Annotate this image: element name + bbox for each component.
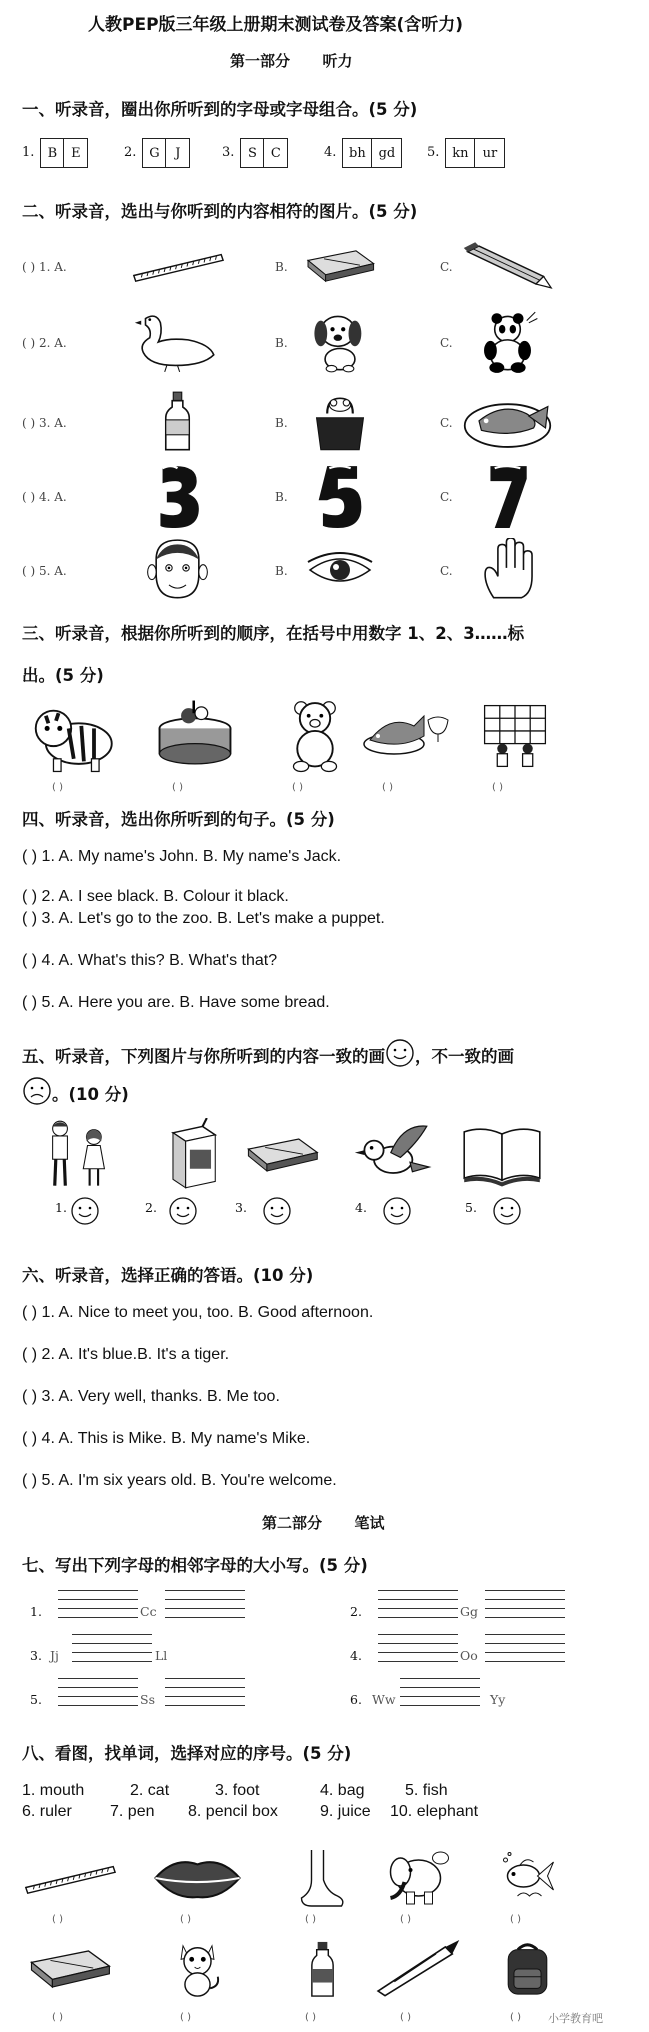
juice-box-icon xyxy=(150,1118,234,1192)
word-choice: 8. pencil box xyxy=(188,1803,278,1820)
letter-box[interactable]: kn xyxy=(445,138,475,168)
writing-line[interactable] xyxy=(485,1590,565,1591)
answer-paren[interactable]: ( ) xyxy=(400,1914,411,1925)
letter-box[interactable]: J xyxy=(166,138,190,168)
sentence-option: ( ) 2. A. I see black. B. Colour it black. xyxy=(22,888,289,905)
letter-pair xyxy=(427,138,505,168)
smile-face-icon xyxy=(385,1038,415,1068)
letter-box[interactable]: B xyxy=(40,138,64,168)
item-number: 1. xyxy=(22,145,35,160)
writing-line[interactable] xyxy=(485,1599,565,1600)
writing-line[interactable] xyxy=(485,1661,565,1662)
item-number: 4. xyxy=(324,145,337,160)
answer-option: ( ) 2. A. It's blue.B. It's a tiger. xyxy=(22,1346,230,1363)
fish-icon xyxy=(460,390,555,454)
option-c-label: C. xyxy=(440,416,453,430)
part-two-title xyxy=(262,1512,385,1533)
writing-line[interactable] xyxy=(485,1617,565,1618)
question-label: ( ) 1. A. xyxy=(22,260,67,274)
answer-paren[interactable]: ( ) xyxy=(382,782,393,793)
option-c-label: C. xyxy=(440,260,453,274)
item-number: 5. xyxy=(465,1200,477,1215)
section-five-heading-b: ，不一致的画 xyxy=(415,1047,514,1066)
writing-line[interactable] xyxy=(165,1687,245,1688)
option-b-label: B. xyxy=(275,260,288,274)
answer-option: ( ) 1. A. Nice to meet you, too. B. Good afternoon. xyxy=(22,1304,374,1321)
word-choice: 6. ruler xyxy=(22,1803,72,1820)
writing-line[interactable] xyxy=(72,1652,152,1653)
writing-line[interactable] xyxy=(378,1634,458,1635)
given-letters: Cc xyxy=(140,1604,157,1619)
section-four-heading: 四、听录音，选出你所听到的句子。(5 分) xyxy=(22,810,335,829)
pen-icon xyxy=(370,1940,465,1998)
option-b-label: B. xyxy=(275,416,288,430)
writing-line[interactable] xyxy=(378,1608,458,1609)
word-choice: 4. bag xyxy=(320,1782,365,1799)
ruler-icon xyxy=(22,1848,117,1908)
writing-line[interactable] xyxy=(72,1634,152,1635)
watermark-text: 小学教育吧 xyxy=(548,2012,603,2025)
writing-line[interactable] xyxy=(58,1678,138,1679)
sad-face-icon xyxy=(22,1076,52,1106)
smile-face-icon[interactable] xyxy=(492,1196,522,1226)
writing-line[interactable] xyxy=(165,1705,245,1706)
item-number: 3. xyxy=(222,145,235,160)
option-c-label: C. xyxy=(440,564,453,578)
writing-line[interactable] xyxy=(400,1687,480,1688)
sentence-option: ( ) 4. A. What's this? B. What's that? xyxy=(22,952,278,969)
letter-box[interactable]: C xyxy=(264,138,288,168)
writing-line[interactable] xyxy=(485,1634,565,1635)
writing-line[interactable] xyxy=(400,1696,480,1697)
letter-box[interactable]: ur xyxy=(475,138,505,168)
section-three-heading-line1: 三、听录音，根据你所听到的顺序，在括号中用数字 1、2、3……标 xyxy=(22,624,525,643)
section-five-heading-c: 。(10 分) xyxy=(52,1085,129,1104)
teddy-bear-icon xyxy=(270,698,360,774)
backpack-icon xyxy=(480,1940,575,1998)
sentence-option: ( ) 3. A. Let's go to the zoo. B. Let's make a puppet. xyxy=(22,910,385,927)
cake-icon xyxy=(150,698,240,774)
letter-box[interactable]: G xyxy=(142,138,166,168)
section-seven-heading: 七、写出下列字母的相邻字母的大小写。(5 分) xyxy=(22,1556,368,1575)
answer-paren[interactable]: ( ) xyxy=(510,2012,521,2023)
dog-icon xyxy=(300,310,380,374)
section-five-heading xyxy=(22,1038,514,1068)
writing-line[interactable] xyxy=(378,1599,458,1600)
question-label: ( ) 5. A. xyxy=(22,564,67,578)
writing-line[interactable] xyxy=(165,1608,245,1609)
fish-plate-icon xyxy=(360,698,450,774)
pencil-box-icon xyxy=(240,1118,324,1192)
answer-paren[interactable]: ( ) xyxy=(305,1914,316,1925)
bird-icon xyxy=(350,1118,434,1192)
answer-paren[interactable]: ( ) xyxy=(400,2012,411,2023)
page-title: 人教PEP版三年级上册期末测试卷及答案(含听力) xyxy=(88,15,464,35)
pencil-box-icon xyxy=(22,1940,117,1998)
word-choice: 3. foot xyxy=(215,1782,260,1799)
number-three-icon xyxy=(130,464,225,528)
item-number: 6. xyxy=(350,1692,362,1707)
writing-line[interactable] xyxy=(58,1687,138,1688)
question-label: ( ) 3. A. xyxy=(22,416,67,430)
writing-line[interactable] xyxy=(378,1590,458,1591)
word-choice: 7. pen xyxy=(110,1803,155,1820)
item-number: 2. xyxy=(145,1200,157,1215)
writing-line[interactable] xyxy=(58,1608,138,1609)
given-letters: Yy xyxy=(490,1692,506,1707)
writing-line[interactable] xyxy=(378,1643,458,1644)
letter-box[interactable]: gd xyxy=(372,138,402,168)
part-two-label: 第二部分 xyxy=(262,1514,323,1532)
answer-paren[interactable]: ( ) xyxy=(510,1914,521,1925)
option-b-label: B. xyxy=(275,490,288,504)
question-label: ( ) 2. A. xyxy=(22,336,67,350)
word-choice: 2. cat xyxy=(130,1782,170,1799)
eye-icon xyxy=(300,538,380,602)
answer-paren[interactable]: ( ) xyxy=(180,2012,191,2023)
item-number: 2. xyxy=(350,1604,362,1619)
given-letters: Ww xyxy=(372,1692,396,1707)
cat-icon xyxy=(150,1940,245,1998)
tiger-icon xyxy=(30,698,120,774)
part-one-name: 听力 xyxy=(322,52,353,70)
juice-bottle-icon xyxy=(275,1940,370,1998)
sentence-option: ( ) 1. A. My name's John. B. My name's Jack. xyxy=(22,848,342,865)
item-number: 3. xyxy=(30,1648,42,1663)
answer-paren[interactable]: ( ) xyxy=(52,2012,63,2023)
option-c-label: C. xyxy=(440,336,453,350)
item-number: 1. xyxy=(55,1200,67,1215)
bag-icon xyxy=(300,390,380,454)
foot-icon xyxy=(275,1848,370,1908)
writing-line[interactable] xyxy=(485,1608,565,1609)
word-choice: 9. juice xyxy=(320,1803,371,1820)
pencil-icon xyxy=(460,234,555,298)
word-choice: 5. fish xyxy=(405,1782,448,1799)
letter-box[interactable]: bh xyxy=(342,138,372,168)
children-icon xyxy=(470,698,560,774)
item-number: 3. xyxy=(235,1200,247,1215)
writing-line[interactable] xyxy=(400,1678,480,1679)
bottle-icon xyxy=(130,390,225,454)
word-choice: 10. elephant xyxy=(390,1803,479,1820)
question-label: ( ) 4. A. xyxy=(22,490,67,504)
number-seven-icon xyxy=(460,464,555,528)
section-five-heading-a: 五、听录音，下列图片与你所听到的内容一致的画 xyxy=(22,1047,385,1066)
goose-icon xyxy=(130,310,225,374)
section-one-heading: 一、听录音，圈出你所听到的字母或字母组合。(5 分) xyxy=(22,100,418,119)
writing-line[interactable] xyxy=(58,1696,138,1697)
item-number: 2. xyxy=(124,145,137,160)
writing-line[interactable] xyxy=(165,1599,245,1600)
part-one-label: 第一部分 xyxy=(230,52,291,70)
item-number: 1. xyxy=(30,1604,42,1619)
smile-face-icon[interactable] xyxy=(262,1196,292,1226)
letter-pair xyxy=(222,138,288,168)
writing-line[interactable] xyxy=(58,1617,138,1618)
section-one-letters xyxy=(22,138,622,172)
answer-option: ( ) 5. A. I'm six years old. B. You're welcome. xyxy=(22,1472,337,1489)
word-choice: 1. mouth xyxy=(22,1782,85,1799)
mouth-icon xyxy=(150,1848,245,1908)
option-b-label: B. xyxy=(275,564,288,578)
option-c-label: C. xyxy=(440,490,453,504)
section-eight-heading: 八、看图，找单词，选择对应的序号。(5 分) xyxy=(22,1744,352,1763)
sentence-option: ( ) 5. A. Here you are. B. Have some bread. xyxy=(22,994,330,1011)
given-letters: Oo xyxy=(460,1648,478,1663)
answer-paren[interactable]: ( ) xyxy=(52,1914,63,1925)
section-two-heading: 二、听录音，选出与你听到的内容相符的图片。(5 分) xyxy=(22,202,418,221)
smile-face-icon[interactable] xyxy=(70,1196,100,1226)
letter-pair xyxy=(22,138,88,168)
writing-line[interactable] xyxy=(378,1652,458,1653)
answer-paren[interactable]: ( ) xyxy=(305,2012,316,2023)
goldfish-icon xyxy=(480,1848,575,1908)
letter-box[interactable]: E xyxy=(64,138,88,168)
smile-face-icon[interactable] xyxy=(382,1196,412,1226)
section-six-heading: 六、听录音，选择正确的答语。(10 分) xyxy=(22,1266,314,1285)
writing-line[interactable] xyxy=(58,1705,138,1706)
writing-line[interactable] xyxy=(378,1661,458,1662)
writing-line[interactable] xyxy=(165,1696,245,1697)
writing-line[interactable] xyxy=(58,1599,138,1600)
part-one-title xyxy=(230,50,353,71)
answer-paren[interactable]: ( ) xyxy=(292,782,303,793)
given-letters: Ss xyxy=(140,1692,155,1707)
section-five-heading-line2 xyxy=(22,1076,129,1106)
letter-pair xyxy=(124,138,190,168)
answer-paren[interactable]: ( ) xyxy=(180,1914,191,1925)
item-number: 5. xyxy=(30,1692,42,1707)
pencil-box-icon xyxy=(300,234,380,298)
hand-icon xyxy=(460,538,555,602)
letter-pair xyxy=(324,138,402,168)
writing-line[interactable] xyxy=(58,1590,138,1591)
boy-girl-icon xyxy=(40,1118,116,1192)
option-b-label: B. xyxy=(275,336,288,350)
answer-option: ( ) 3. A. Very well, thanks. B. Me too. xyxy=(22,1388,280,1405)
given-letters: Jj xyxy=(50,1648,59,1663)
writing-line[interactable] xyxy=(378,1617,458,1618)
elephant-icon xyxy=(370,1848,465,1908)
answer-paren[interactable]: ( ) xyxy=(52,782,63,793)
number-five-icon xyxy=(300,464,380,528)
writing-line[interactable] xyxy=(165,1590,245,1591)
item-number: 4. xyxy=(355,1200,367,1215)
answer-option: ( ) 4. A. This is Mike. B. My name's Mike. xyxy=(22,1430,311,1447)
letter-box[interactable]: S xyxy=(240,138,264,168)
book-icon xyxy=(460,1118,544,1192)
answer-paren[interactable]: ( ) xyxy=(172,782,183,793)
writing-line[interactable] xyxy=(165,1678,245,1679)
given-letters: Gg xyxy=(460,1604,478,1619)
item-number: 4. xyxy=(350,1648,362,1663)
answer-paren[interactable]: ( ) xyxy=(492,782,503,793)
section-three-heading-line2: 出。(5 分) xyxy=(22,666,104,685)
face-icon xyxy=(130,538,225,602)
given-letters: Ll xyxy=(155,1648,168,1663)
writing-line[interactable] xyxy=(485,1652,565,1653)
writing-line[interactable] xyxy=(400,1705,480,1706)
item-number: 5. xyxy=(427,145,440,160)
writing-line[interactable] xyxy=(485,1643,565,1644)
writing-line[interactable] xyxy=(165,1617,245,1618)
ruler-icon xyxy=(130,234,225,298)
writing-line[interactable] xyxy=(72,1643,152,1644)
smile-face-icon[interactable] xyxy=(168,1196,198,1226)
part-two-name: 笔试 xyxy=(354,1514,385,1532)
writing-line[interactable] xyxy=(72,1661,152,1662)
panda-icon xyxy=(460,310,555,374)
